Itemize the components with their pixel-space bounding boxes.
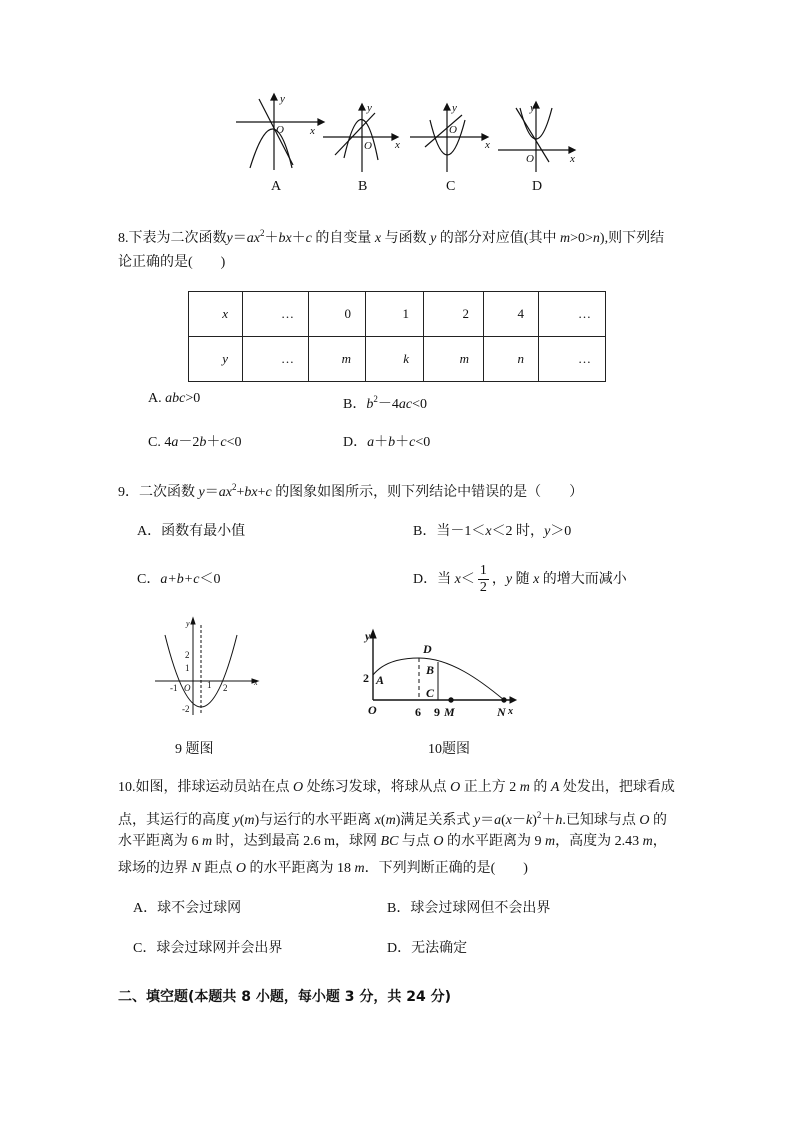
text-segment: )与运行的水平距离	[254, 813, 375, 828]
figure-stroke	[502, 698, 506, 702]
text-segment: ＝	[232, 231, 247, 246]
figure-stroke	[359, 104, 365, 110]
math-variable: bx	[244, 485, 258, 500]
text-segment: ＋	[395, 435, 410, 450]
text-segment: <0	[226, 435, 242, 450]
text-segment: (	[239, 813, 245, 828]
q10-option-b[interactable]: B．球会过球网但不会出界	[387, 901, 551, 916]
math-variable: O	[639, 813, 650, 828]
origin-label: O	[526, 153, 534, 165]
q10-figure	[363, 629, 516, 757]
text-segment: ＋	[264, 231, 279, 246]
figure-caption: 9 题图	[175, 742, 214, 757]
text-segment: 正上方 2	[460, 780, 520, 795]
q10-stem-line4	[118, 860, 528, 878]
math-variable: c	[409, 435, 416, 450]
text-segment: D．当	[413, 572, 455, 587]
math-variable: m	[244, 813, 255, 828]
math-variable: x	[454, 572, 461, 587]
text-segment: 时，达到最高 2.6 m，球网	[212, 834, 381, 849]
q10-option-d[interactable]: D．无法确定	[387, 941, 468, 956]
math-variable: c	[265, 485, 272, 500]
math-variable: m	[202, 834, 213, 849]
figure-stroke	[370, 630, 376, 638]
q8-option-b[interactable]	[343, 390, 427, 414]
text-segment: B．	[343, 397, 367, 412]
text-segment: A.	[148, 391, 166, 406]
section-heading: 二、填空题(本题共 8 小题，每小题 3 分，共 24 分)	[118, 989, 452, 1005]
text-segment: ＋	[541, 813, 556, 828]
figure-caption: 10题图	[428, 742, 470, 757]
math-variable: a+b+c	[160, 572, 200, 587]
figure-stroke	[318, 119, 324, 125]
text-segment: .已知球与点	[562, 813, 640, 828]
text-segment: 距点	[200, 861, 236, 876]
text-segment: －2	[178, 435, 200, 450]
q8-stem-line1	[118, 224, 664, 248]
figure-stroke	[449, 698, 453, 702]
q10-stem-line2	[118, 806, 667, 830]
axis-label-x: x	[570, 153, 575, 165]
math-variable: y	[544, 524, 551, 539]
math-variable: k	[525, 813, 533, 828]
math-variable: abc	[165, 391, 186, 406]
text-segment: ，高度为 2.43	[555, 834, 643, 849]
text-segment: ＋	[374, 435, 389, 450]
text-segment: 的	[649, 813, 667, 828]
math-variable: y	[505, 572, 513, 587]
axis-label-y: y	[186, 619, 190, 628]
table-cell: y	[189, 337, 243, 382]
text-segment: ＞0	[550, 524, 572, 539]
text-segment: ＝	[480, 813, 495, 828]
text-segment: ＋	[291, 231, 306, 246]
text-segment: 与函数	[381, 231, 431, 246]
math-variable: x	[374, 231, 382, 246]
math-variable: x	[374, 813, 381, 828]
q9-option-c[interactable]	[137, 571, 220, 589]
text-segment: 的自变量	[311, 231, 375, 246]
math-variable: m	[385, 813, 396, 828]
graph-label-b: B	[358, 179, 368, 194]
math-variable: a	[494, 813, 502, 828]
point-label-c: C	[426, 686, 435, 700]
math-variable: O	[293, 780, 304, 795]
axis-label-y: y	[530, 102, 535, 114]
origin-label: O	[364, 140, 372, 152]
table-cell: 0	[309, 292, 366, 337]
text-segment: C．	[137, 572, 161, 587]
origin-label: O	[449, 124, 457, 136]
q8-option-d[interactable]	[343, 434, 430, 452]
fraction-denominator: 2	[479, 580, 487, 596]
text-segment: A．函数有最小值	[137, 524, 246, 539]
math-variable: x	[505, 813, 512, 828]
tick-label: -2	[182, 704, 190, 714]
math-variable: m	[519, 780, 530, 795]
text-segment: )满足关系式	[395, 813, 474, 828]
text-segment: 的部分对应值(其中	[436, 231, 560, 246]
text-segment: ，	[652, 834, 667, 849]
math-variable: N	[191, 861, 201, 876]
text-segment: 处练习发球，将球从点	[303, 780, 451, 795]
graph-a	[236, 93, 324, 194]
q9-option-a[interactable]	[137, 523, 245, 541]
point-label-n: N	[497, 705, 506, 719]
math-variable: a	[171, 435, 179, 450]
tick-label: 2	[363, 671, 369, 685]
fraction-numerator: 1	[479, 563, 487, 579]
math-variable: y	[233, 813, 240, 828]
text-segment: ＜0	[199, 572, 221, 587]
superscript: 2	[373, 394, 378, 404]
text-segment: 的	[529, 780, 551, 795]
math-variable: m	[559, 231, 571, 246]
superscript: 2	[259, 228, 265, 238]
graph-c	[410, 102, 490, 194]
point-label-d: D	[423, 642, 432, 656]
tick-label: 1	[185, 663, 190, 673]
text-segment: 的水平距离为 9	[443, 834, 546, 849]
figure-stroke	[444, 104, 450, 110]
text-segment: >0	[185, 391, 201, 406]
axis-label-x: x	[395, 139, 400, 151]
tick-label: 2	[223, 683, 228, 693]
text-segment: 10.如图，排球运动员站在点	[118, 780, 293, 795]
text-segment: ＋	[206, 435, 221, 450]
table-row-x	[189, 292, 606, 337]
text-segment: B．当－1＜	[413, 524, 486, 539]
text-segment: ．下列判断正确的是( )	[364, 861, 528, 876]
math-variable: m	[545, 834, 556, 849]
text-segment: <0	[412, 397, 427, 412]
origin-label: O	[368, 703, 377, 717]
math-variable: b	[388, 435, 396, 450]
math-variable: h	[555, 813, 563, 828]
graph-label-d: D	[532, 179, 543, 194]
table-cell: …	[243, 337, 309, 382]
table-cell: m	[309, 337, 366, 382]
q10-stem-line3	[118, 833, 667, 851]
text-segment: 水平距离为 6	[118, 834, 202, 849]
fraction	[478, 563, 489, 596]
tick-label: 2	[185, 650, 190, 660]
text-segment: 的增大而减小	[539, 572, 627, 587]
superscript: 2	[536, 810, 542, 820]
table-cell: x	[189, 292, 243, 337]
figure-stroke	[191, 618, 195, 624]
table-cell: 4	[484, 292, 539, 337]
text-segment: +	[257, 485, 266, 500]
math-variable: x	[533, 572, 540, 587]
math-variable: m	[354, 861, 365, 876]
math-variable: c	[220, 435, 227, 450]
q10-stem-line1	[118, 779, 675, 797]
figure-stroke	[344, 119, 378, 160]
table-cell: n	[484, 337, 539, 382]
axis-label-y: y	[367, 102, 372, 114]
text-segment: －	[511, 813, 526, 828]
math-variable: y	[198, 485, 205, 500]
math-variable: bx	[278, 231, 292, 246]
table-cell: …	[243, 292, 309, 337]
table-cell: 2	[424, 292, 484, 337]
text-segment: 随	[512, 572, 534, 587]
math-variable: b	[199, 435, 207, 450]
text-segment: ＜2 时，	[491, 524, 545, 539]
figure-stroke	[250, 129, 292, 168]
text-segment: ),则下列结	[599, 231, 665, 246]
tick-label: 1	[207, 680, 212, 690]
text-segment: (	[380, 813, 386, 828]
math-variable: x	[485, 524, 492, 539]
math-variable: y	[430, 231, 437, 246]
math-variable: y	[226, 231, 233, 246]
option-text	[413, 572, 475, 587]
table-cell: …	[539, 292, 606, 337]
graph-b	[323, 102, 400, 194]
text-segment: )	[532, 813, 537, 828]
figure-stroke	[510, 697, 516, 703]
math-variable: b	[366, 397, 374, 412]
text-segment: D．	[343, 435, 368, 450]
math-variable: O	[450, 780, 461, 795]
text-segment: 9．二次函数	[118, 485, 199, 500]
axis-label-y: y	[280, 93, 285, 105]
math-variable: ax	[246, 231, 260, 246]
math-variable: O	[235, 861, 246, 876]
option-text	[492, 572, 627, 587]
text-segment: +	[236, 485, 245, 500]
text-segment: ＜	[460, 572, 475, 587]
math-variable: y	[473, 813, 481, 828]
axis-label-x: x	[310, 125, 315, 137]
text-segment: >0>	[570, 231, 593, 246]
q9-option-b[interactable]	[413, 523, 571, 541]
math-variable: n	[592, 231, 600, 246]
axis-label-y: y	[452, 102, 457, 114]
q8-value-table	[188, 291, 606, 382]
q8-stem-line2	[118, 254, 225, 272]
q10-option-c[interactable]: C．球会过球网并会出界	[133, 941, 283, 956]
text-segment: ＝	[204, 485, 219, 500]
axis-label-x: x	[254, 678, 258, 687]
origin-label: O	[276, 124, 284, 136]
graph-d	[498, 102, 575, 194]
math-variable: A	[550, 780, 560, 795]
text-segment: －4	[377, 397, 399, 412]
text-segment: 的图象如图所示，则下列结论中错误的是（ ）	[271, 485, 584, 500]
graph-label-c: C	[446, 179, 456, 194]
point-label-a: A	[376, 673, 385, 687]
point-label-b: B	[426, 663, 435, 677]
figure-stroke	[271, 94, 277, 100]
math-variable: m	[642, 834, 653, 849]
tick-label: -1	[170, 683, 178, 693]
axis-label-x: x	[508, 706, 513, 717]
tick-label: 9	[434, 705, 440, 719]
q10-option-a[interactable]: A．球不会过球网	[133, 901, 242, 916]
math-variable: ac	[398, 397, 413, 412]
table-cell: k	[366, 337, 424, 382]
point-label-m: M	[444, 705, 455, 719]
table-cell: …	[539, 337, 606, 382]
math-variable: BC	[380, 834, 399, 849]
q9-stem	[118, 478, 583, 502]
table-cell: 1	[366, 292, 424, 337]
graph-label-a: A	[271, 179, 282, 194]
superscript: 2	[231, 482, 237, 492]
math-variable: a	[367, 435, 375, 450]
table-cell: m	[424, 337, 484, 382]
text-segment: 与点	[398, 834, 434, 849]
text-segment: 论正确的是( )	[118, 255, 226, 270]
text-segment: 8.下表为二次函数	[118, 231, 227, 246]
text-segment: 点，其运行的高度	[118, 813, 234, 828]
q8-option-a[interactable]	[148, 390, 200, 408]
text-segment: 球场的边界	[118, 861, 192, 876]
table-row-y	[189, 337, 606, 382]
q9-figure	[155, 618, 258, 757]
text-segment: ，	[491, 572, 506, 587]
text-segment: C. 4	[148, 435, 172, 450]
text-segment: 的水平距离为 18	[245, 861, 355, 876]
origin-label: O	[184, 683, 191, 693]
math-variable: ax	[218, 485, 232, 500]
axis-label-y: y	[365, 629, 371, 643]
text-segment: 处发出，把球看成	[559, 780, 675, 795]
axis-label-x: x	[485, 139, 490, 151]
tick-label: 6	[415, 705, 421, 719]
text-segment: <0	[415, 435, 431, 450]
math-variable: c	[305, 231, 312, 246]
q9-option-d[interactable]	[413, 562, 627, 598]
text-segment: (	[501, 813, 506, 828]
math-variable: O	[433, 834, 444, 849]
q8-option-c[interactable]	[148, 434, 241, 452]
